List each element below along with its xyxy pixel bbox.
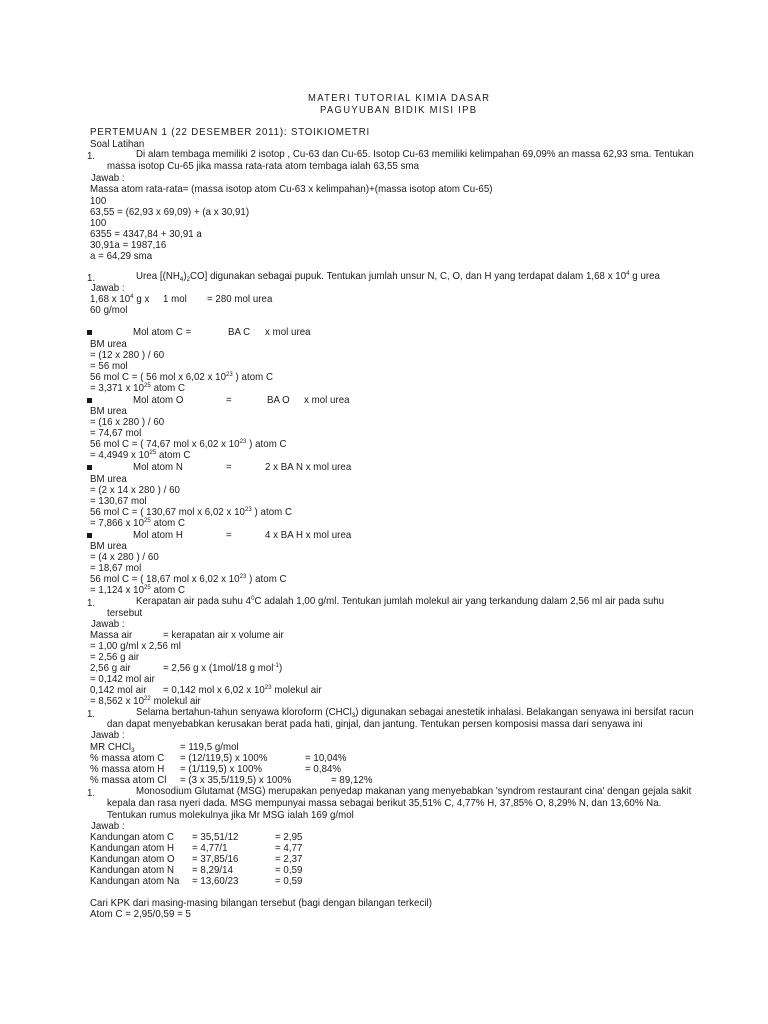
q5-row-label: Kandungan atom O: [90, 854, 175, 865]
q1-answer-label: Jawab :: [91, 173, 125, 184]
q1-text-cont: massa isotop Cu-65 jika massa rata-rata atom tembaga ialah 63,55 sma: [107, 161, 420, 172]
q4-row-result: = 0,84%: [305, 764, 342, 775]
q5-row-label: Kandungan atom N: [90, 865, 175, 876]
atom-line: = 56 mol: [90, 361, 128, 372]
atom-eq: =: [226, 530, 232, 541]
section-heading: Soal Latihan: [90, 139, 145, 150]
q2-calc-result: = 280 mol urea: [207, 294, 273, 305]
atom-ratio: 4 x BA H x mol urea: [265, 530, 352, 541]
atom-line: = 3,371 x $10^{25}$ atom C: [90, 382, 186, 394]
q3-line: = 8,562 x $10^{22}$ molekul air: [90, 695, 201, 707]
atom-ratio: 2 x BA N x mol urea: [265, 462, 352, 473]
q5-row-formula: = 8,29/14: [192, 865, 233, 876]
q4-mr-label: MR CHCl$_3$: [90, 742, 135, 754]
q5-row-label: Kandungan atom Na: [90, 876, 180, 887]
atom-line: = 74,67 mol: [90, 428, 142, 439]
q3-line: = kerapatan air x volume air: [163, 630, 284, 641]
q5-row-result: = 2,95: [275, 832, 303, 843]
q5-text-cont: kepala dan rasa nyeri dada. MSG mempunyai massa sebagai berikut 35,51% C, 4,77% H, 37,85% O, 8,29% N, dan 13,60% Na.: [107, 798, 662, 809]
q4-row-formula: = (12/119,5) x 100%: [180, 753, 268, 764]
q5-row-formula: = 35,51/12: [192, 832, 239, 843]
q5-row-formula: = 4,77/1: [192, 843, 228, 854]
atom-bm: BM urea: [90, 474, 127, 485]
q4-row-result: = 10,04%: [305, 753, 347, 764]
atom-line: = 7,866 x $10^{25}$ atom C: [90, 517, 186, 529]
q4-text: Selama bertahun-tahun senyawa kloroform (CHCl$_3$) digunakan sebagai anestetik inhalasi. Belakangan senyawa ini bersifat racun: [136, 707, 694, 719]
q4-row-formula: = (3 x 35,5/119,5) x 100%: [180, 775, 292, 786]
doc-title: MATERI TUTORIAL KIMIA DASAR: [308, 93, 491, 104]
q5-row-result: = 0,59: [275, 865, 303, 876]
q1-text: Di alam tembaga memiliki 2 isotop , Cu-63 dan Cu-65. Isotop Cu-63 memiliki kelimpahan 69,09% an massa 62,93 sma. Tentukan: [136, 149, 694, 160]
atom-label: Mol atom C =: [133, 327, 192, 338]
atom-line: 56 mol C = ( 74,67 mol x 6,02 x $10^{23}$ ) atom C: [90, 438, 287, 450]
q1-line: 30,91a = 1987,16: [90, 240, 167, 251]
q5-row-result: = 0,59: [275, 876, 303, 887]
q3-line: = 2,56 g air: [90, 652, 140, 663]
q4-mr-value: = 119,5 g/mol: [180, 742, 239, 753]
q5-number: 1.: [87, 788, 96, 799]
doc-subtitle: PAGUYUBAN BIDIK MISI IPB: [320, 105, 478, 116]
q1-number: 1.: [87, 151, 96, 162]
q4-row-label: % massa atom Cl: [90, 775, 167, 786]
q3-text-cont: tersebut: [107, 608, 143, 619]
q1-line: a = 64,29 sma: [90, 251, 153, 262]
q1-line: 100: [90, 218, 107, 229]
q3-line: = 2,56 g x (1mol/18 g mol$^{-1}$): [163, 662, 283, 674]
q5-kpk-note: Cari KPK dari masing-masing bilangan tersebut (bagi dengan bilangan terkecil): [90, 898, 432, 909]
atom-line: 56 mol C = ( 18,67 mol x 6,02 x $10^{23}$ ) atom C: [90, 573, 287, 585]
q3-answer-label: Jawab :: [91, 619, 125, 630]
q4-text-cont: dan dapat menyebabkan kerusakan berat pada hati, ginjal, dan jantung. Tentukan persen komposisi massa dari senyawa ini: [107, 719, 643, 730]
q5-text: Monosodium Glutamat (MSG) merupakan penyedap makanan yang menyebabkan 'syndrom restaurant cina' dengan gejala sakit: [136, 786, 692, 797]
q5-row-formula: = 37,85/16: [192, 854, 239, 865]
bullet-icon: [87, 533, 92, 538]
q3-number: 1.: [87, 598, 96, 609]
q5-row-result: = 2,37: [275, 854, 303, 865]
bullet-icon: [87, 465, 92, 470]
atom-ratio: BA O: [267, 395, 290, 406]
atom-bm: BM urea: [90, 339, 127, 350]
atom-label: Mol atom N: [133, 462, 183, 473]
bullet-icon: [87, 398, 92, 403]
q5-row-label: Kandungan atom H: [90, 843, 175, 854]
atom-rest: x mol urea: [265, 327, 311, 338]
atom-line: = (2 x 14 x 280 ) / 60: [90, 485, 180, 496]
q1-line: Massa atom rata-rata= (massa isotop atom Cu-63 x kelimpahan)+(massa isotop atom Cu-65): [90, 184, 493, 195]
q3-line: = 0,142 mol x 6,02 x $10^{23}$ molekul air: [163, 684, 322, 696]
q1-line: 63,55 = (62,93 x 69,09) + (a x 30,91): [90, 207, 250, 218]
atom-line: = 18,67 mol: [90, 563, 142, 574]
q1-line: 100: [90, 196, 107, 207]
atom-rest: x mol urea: [304, 395, 350, 406]
q4-row-label: % massa atom H: [90, 764, 165, 775]
atom-label: Mol atom H: [133, 530, 183, 541]
atom-line: = 1,124 x $10^{25}$ atom C: [90, 584, 186, 596]
q3-line: 0,142 mol air: [90, 685, 147, 696]
meeting-heading: PERTEMUAN 1 (22 DESEMBER 2011): STOIKIOMETRI: [90, 127, 371, 138]
q4-answer-label: Jawab :: [91, 730, 125, 741]
q2-calc: 1,68 x $10^4$ g x: [90, 293, 150, 305]
atom-line: = 130,67 mol: [90, 496, 147, 507]
q3-line: = 1,00 g/ml x 2,56 ml: [90, 641, 181, 652]
q2-calc-mol: 1 mol: [163, 294, 187, 305]
atom-eq: =: [226, 462, 232, 473]
q3-line: Massa air: [90, 630, 133, 641]
q3-text: Kerapatan air pada suhu $4^0C$ adalah 1,00 g/ml. Tentukan jumlah molekul air yang terkandung dalam 2,56 ml air pada suhu: [136, 595, 665, 607]
q5-row-result: = 4,77: [275, 843, 303, 854]
q3-line: 2,56 g air: [90, 663, 131, 674]
q2-calc-denominator: 60 g/mol: [90, 305, 128, 316]
q4-row-result: = 89,12%: [331, 775, 373, 786]
atom-line: = (16 x 280 ) / 60: [90, 417, 165, 428]
q5-last-line: Atom C = 2,95/0,59 = 5: [90, 909, 191, 920]
q2-text: Urea $[(NH_4)_2CO]$ digunakan sebagai pupuk. Tentukan jumlah unsur N, C, O, dan H yang terdapat dalam 1,68 x $10^4$ g urea: [136, 270, 660, 283]
atom-eq: =: [226, 395, 232, 406]
q2-number: 1.: [87, 273, 96, 284]
q3-line: = 0,142 mol air: [90, 674, 155, 685]
q2-answer-label: Jawab :: [91, 283, 125, 294]
atom-line: = 4,4949 x $10^{25}$ atom C: [90, 449, 191, 461]
atom-ratio: BA C: [228, 327, 251, 338]
q5-row-formula: = 13,60/23: [192, 876, 239, 887]
atom-line: 56 mol C = ( 56 mol x 6,02 x $10^{23}$ ) atom C: [90, 371, 273, 383]
q5-row-label: Kandungan atom C: [90, 832, 175, 843]
bullet-icon: [87, 330, 92, 335]
atom-line: 56 mol C = ( 130,67 mol x 6,02 x $10^{23}$ ) atom C: [90, 506, 292, 518]
q4-row-label: % massa atom C: [90, 753, 165, 764]
atom-line: = (12 x 280 ) / 60: [90, 350, 165, 361]
atom-bm: BM urea: [90, 541, 127, 552]
q5-text-cont: Tentukan rumus molekulnya jika Mr MSG ialah 169 g/mol: [107, 810, 354, 821]
atom-label: Mol atom O: [133, 395, 184, 406]
q4-number: 1.: [87, 709, 96, 720]
q4-row-formula: = (1/119,5) x 100%: [180, 764, 263, 775]
atom-bm: BM urea: [90, 406, 127, 417]
atom-line: = (4 x 280 ) / 60: [90, 552, 159, 563]
q1-line: 6355 = 4347,84 + 30,91 a: [90, 229, 202, 240]
q5-answer-label: Jawab :: [91, 821, 125, 832]
